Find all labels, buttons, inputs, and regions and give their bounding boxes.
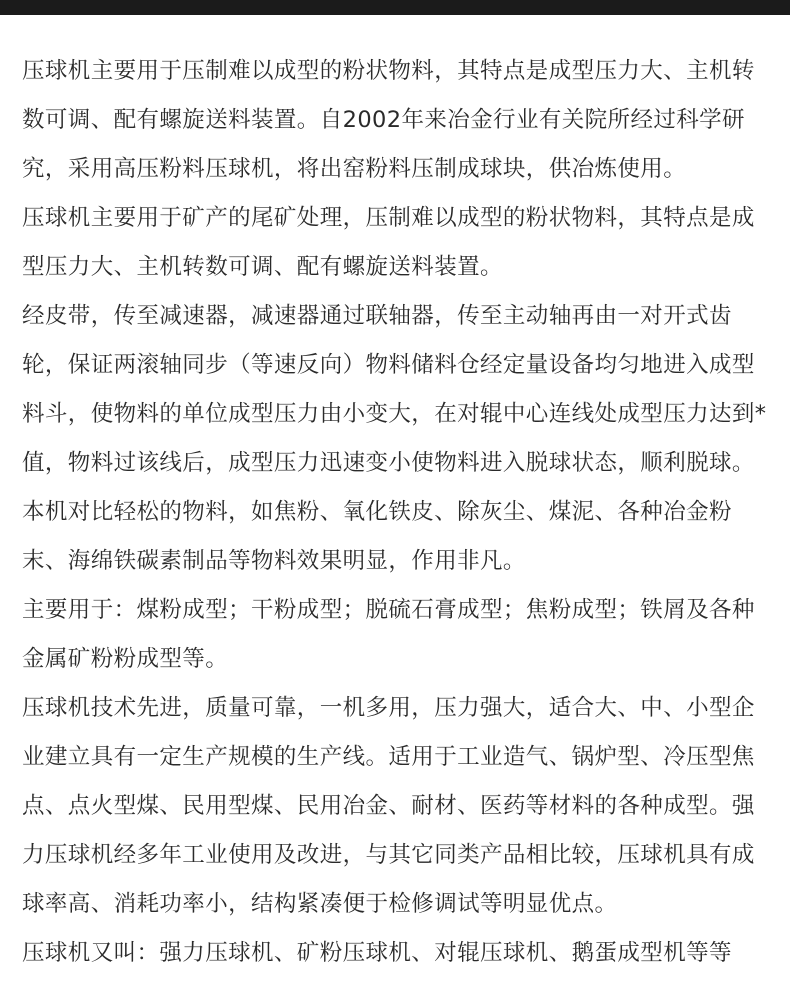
paragraph-materials: 本机对比轻松的物料，如焦粉、氧化铁皮、除灰尘、煤泥、各种冶金粉末、海绵铁碳素制品等物料效果明显，作用非凡。 [22, 499, 732, 574]
top-bar [0, 0, 790, 15]
paragraph-advantages: 压球机技术先进，质量可靠，一机多用，压力强大，适合大、中、小型企业建立具有一定生产规模的生产线。适用于工业造气、锅炉型、冷压型焦点、点火型煤、民用型煤、民用冶金、耐材、医药等材料的各种成型。强力压球机经多年工业使用及改进，与其它同类产品相比较，压球机具有成球率高、消耗功率小，结构紧凑便于检修调试等明显优点。 [22, 695, 755, 917]
paragraph-tailings: 压球机主要用于矿产的尾矿处理，压制难以成型的粉状物料，其特点是成型压力大、主机转数可调、配有螺旋送料装置。 [22, 205, 755, 280]
paragraph-applications: 主要用于：煤粉成型；干粉成型；脱硫石膏成型；焦粉成型；铁屑及各种金属矿粉粉成型等。 [22, 597, 755, 672]
paragraph-aliases: 压球机又叫：强力压球机、矿粉压球机、对辊压球机、鹅蛋成型机等等 [22, 940, 732, 966]
article-body [22, 47, 772, 978]
paragraph-intro: 压球机主要用于压制难以成型的粉状物料，其特点是成型压力大、主机转数可调、配有螺旋送料装置。自2002年来冶金行业有关院所经过科学研究，采用高压粉料压球机，将出窑粉料压制成球块，供冶炼使用。 [22, 58, 755, 182]
paragraph-working-principle: 经皮带，传至减速器，减速器通过联轴器，传至主动轴再由一对开式齿轮，保证两滚轴同步（等速反向）物料储料仓经定量设备均匀地进入成型料斗，使物料的单位成型压力由小变大，在对辊中心连线处成型压力达到*值，物料过该线后，成型压力迅速变小使物料进入脱球状态，顺利脱球。 [22, 303, 767, 476]
